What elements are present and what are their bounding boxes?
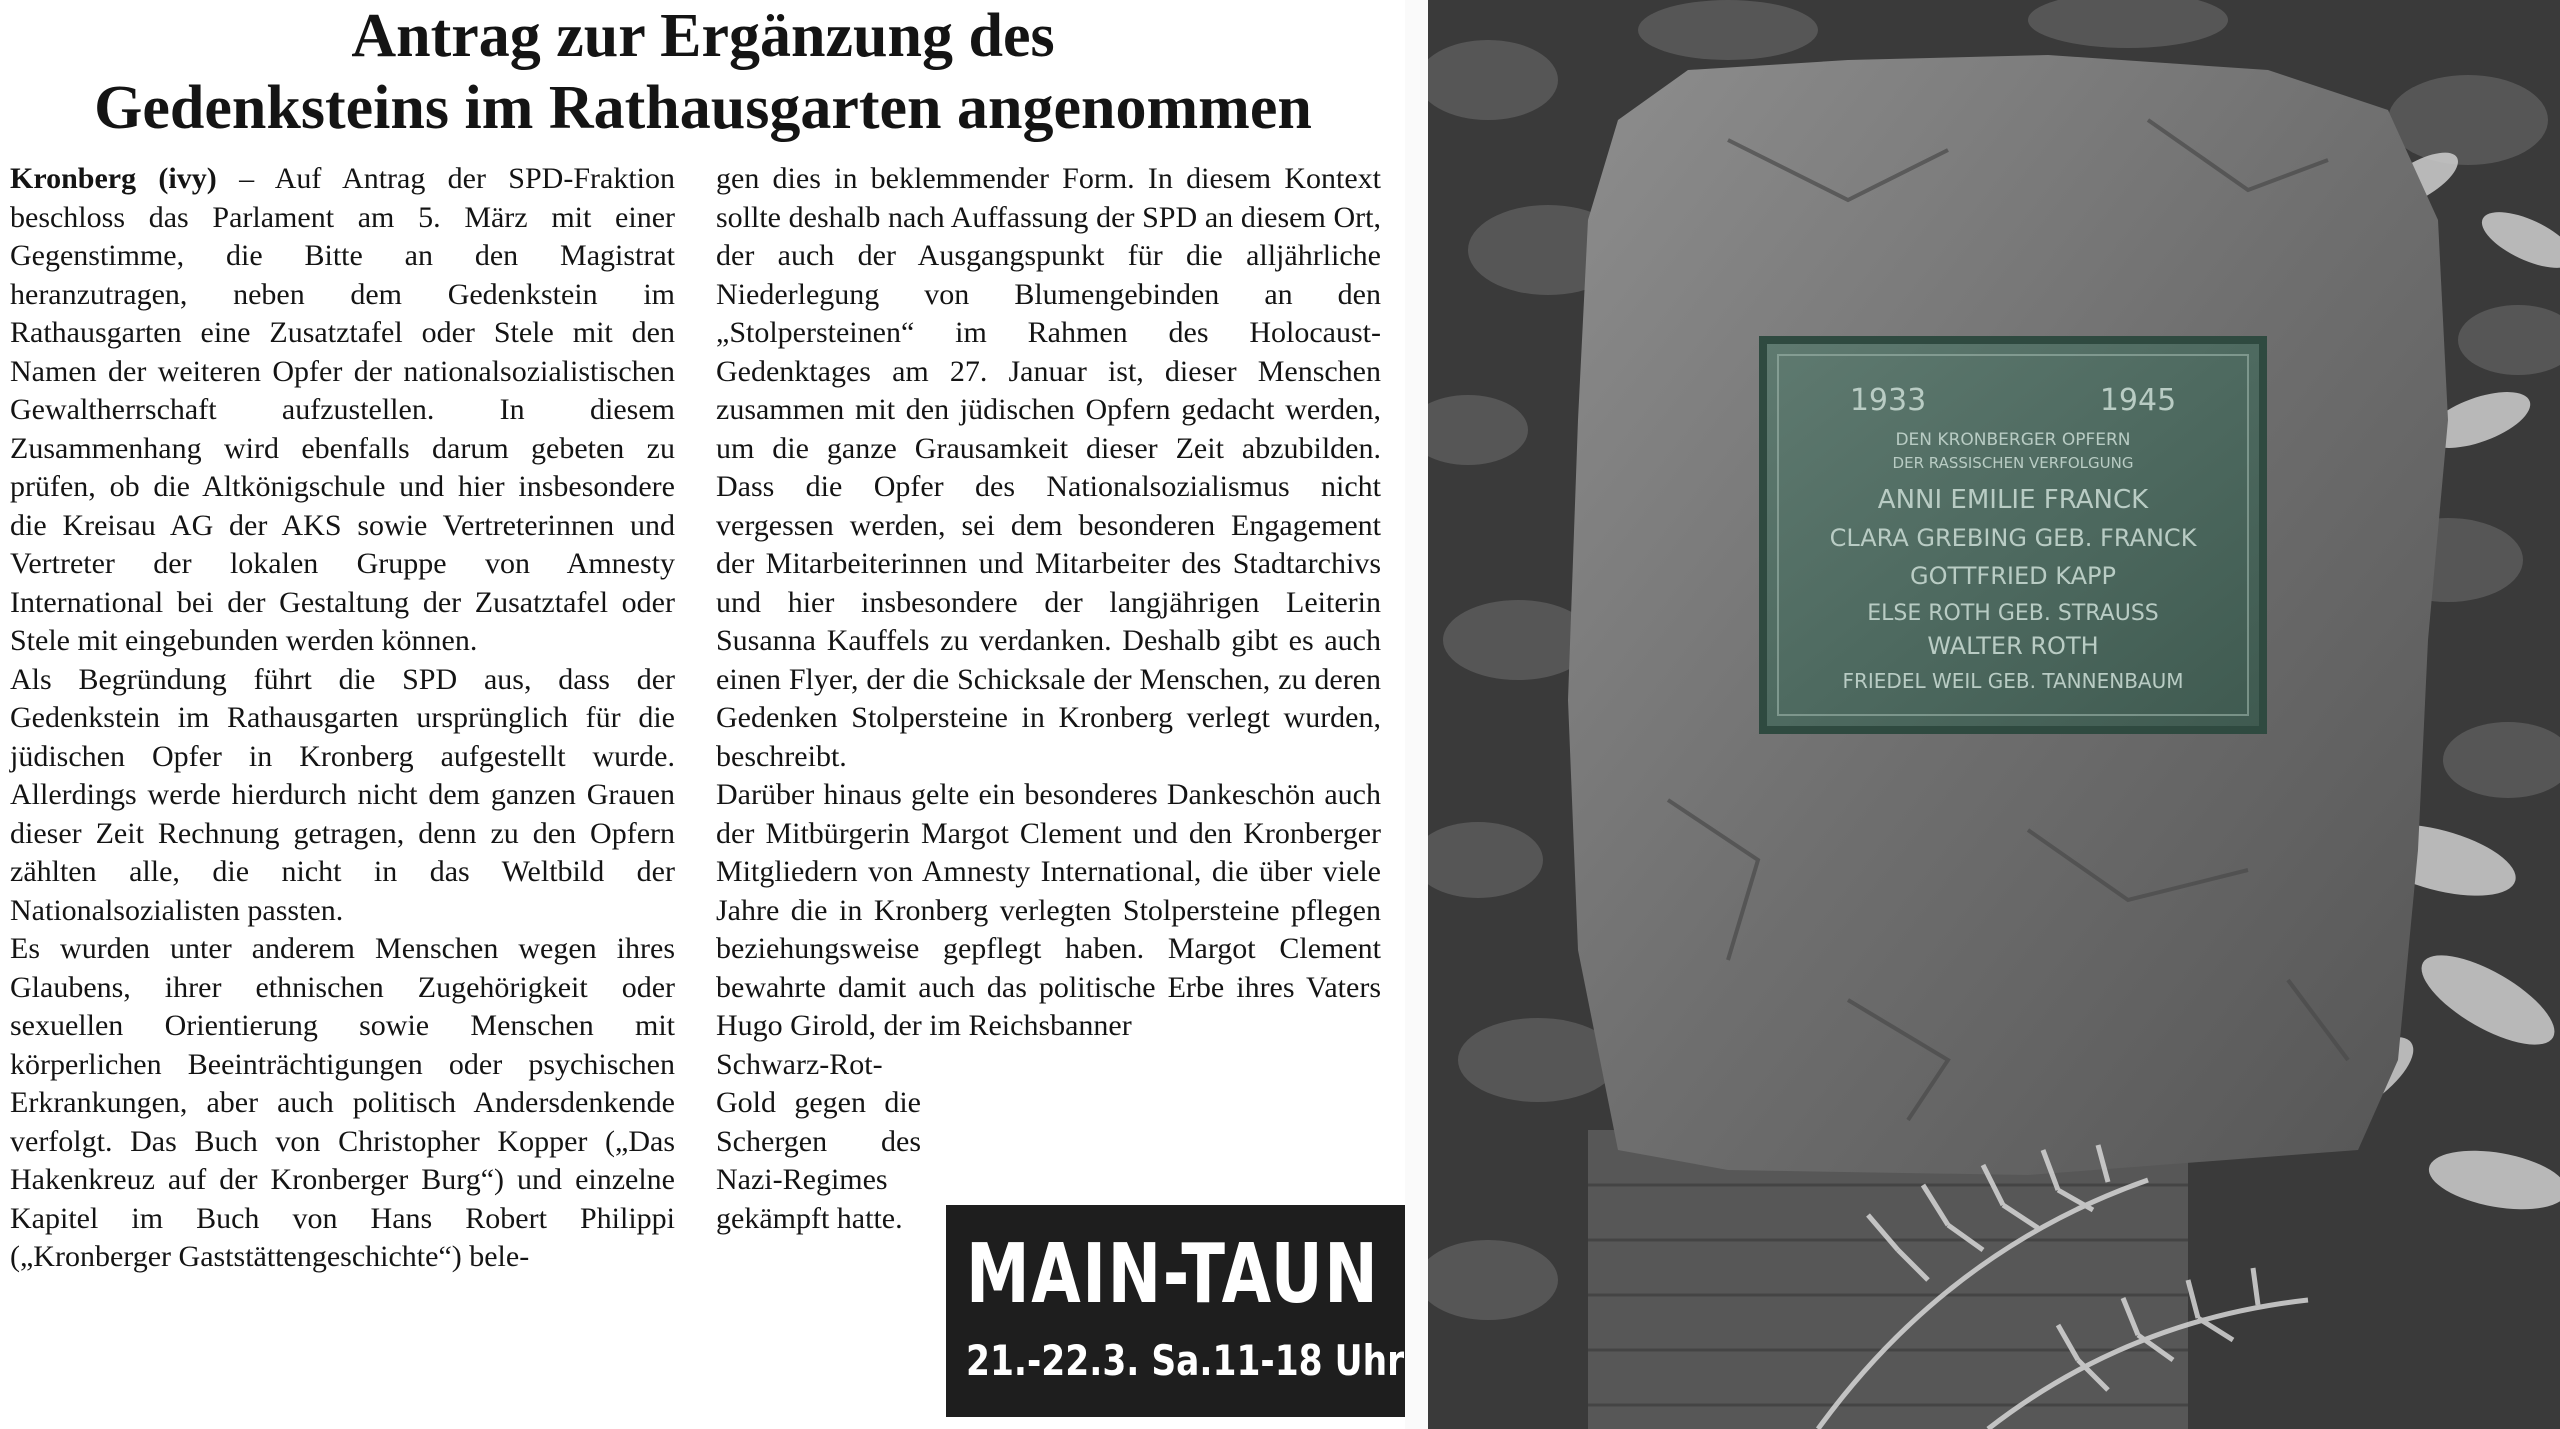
plaque-name-5: WALTER ROTH [1927,632,2099,660]
byline: Kronberg (ivy) [10,162,217,195]
headline-line-1: Antrag zur Ergänzung des [351,2,1055,70]
ad-dates: 21.-22.3. Sa.11-18 Uhr [966,1336,1405,1385]
brick-pedestal [1588,1130,2188,1429]
photo-illustration [1428,0,2560,1429]
event-ad-banner [946,1205,1405,1417]
plaque-name-3: GOTTFRIED KAPP [1910,562,2116,590]
plaque-dedication-2: DER RASSISCHEN VERFOLGUNG [1892,454,2134,472]
plaque-year-end: 1945 [2099,383,2177,418]
article-column-left [10,160,675,1277]
plaque-name-4: ELSE ROTH GEB. STRAUSS [1867,601,2159,626]
plaque-name-6: FRIEDEL WEIL GEB. TANNENBAUM [1842,669,2184,693]
paragraph: Als Begründung führt die SPD aus, dass der Gedenkstein im Rathausgarten ursprünglich für die jüdischen Opfer in Kronberg aufgestellt wurde. Allerdings werde hierdurch nicht dem ganzen Grauen dieser Zeit Rechnung getragen, denn zu den Opfern zählten alle, die nicht in das Weltbild der Nationalsozialisten passten. [10,662,675,927]
plaque-dedication-1: DEN KRONBERGER OPFERN [1895,430,2131,450]
plaque-year-start: 1933 [1849,383,1927,418]
article-headline [8,0,1398,144]
paragraph: Darüber hinaus gelte ein besonderes Dankeschön auch der Mitbürgerin Margot Clement und den Kronberger Mitgliedern von Amnesty International, die über viele Jahre die in Kronberg verlegten Stolpersteine pflegen beziehungsweise gepflegt haben. Margot Clement bewahrte damit auch das politische Erbe ihres Vaters Hugo Girold, der im Reichsbanner [716,778,1381,1042]
plaque-name-1: ANNI EMILIE FRANCK [1877,485,2149,515]
plaque-name-2: CLARA GREBING GEB. FRANCK [1829,524,2197,552]
memorial-stone-photo [1428,0,2560,1429]
headline-line-2: Gedenksteins im Rathausgarten angenommen [94,74,1312,142]
page-gutter [1405,0,1428,1429]
paragraph [10,160,675,661]
paragraph: Schwarz-Rot-Gold gegen die Schergen des Nazi-Regimes gekämpft hatte. [716,1047,921,1235]
paragraph: gen dies in beklemmender Form. In diesem Kontext sollte deshalb nach Auffassung der SPD an diesem Ort, der auch der Ausgangspunkt für die alljährliche Niederlegung von Blumengebinden an den „Stolpersteinen“ im Rahmen des Holocaust-Gedenktages am 27. Januar ist, dieser Menschen zusammen mit den jüdischen Opfern gedacht werden, um die ganze Grausamkeit dieser Zeit abzubilden. Dass die Opfer des Nationalsozialismus nicht vergessen werden, sei dem besonderen Engagement der Mitarbeiterinnen und Mitarbeiter des Stadtarchivs und hier insbesondere der langjährigen Leiterin Susanna Kauffels zu verdanken. Deshalb gibt es auch einen Flyer, der die Schicksale der Menschen, zu deren Gedenken Stolpersteine in Kronberg verlegt wurden, beschreibt. [716,162,1381,773]
paragraph: Es wurden unter anderem Menschen wegen ihres Glaubens, ihrer ethnischen Zugehörigkeit oder sexuellen Orientierung sowie Menschen mit körperlichen Beeinträchtigungen oder psychischen Erkrankungen, aber auch politisch Andersdenkende verfolgt. Das Buch von Christopher Kopper („Das Hakenkreuz auf der Kronberger Burg“) und einzelne Kapitel im Buch von Hans Robert Philippi („Kronberger Gaststättengeschichte“) bele- [10,932,675,1273]
ad-title: MAIN-TAUN [966,1227,1380,1322]
paragraph-text: – Auf Antrag der SPD-Fraktion beschloss das Parlament am 5. März mit einer Gegenstimme, die Bitte an den Magistrat heranzutragen, neben dem Gedenkstein im Rathausgarten eine Zusatztafel oder Stele mit den Namen der weiteren Opfer der nationalsozialistischen Gewaltherrschaft aufzustellen. In diesem Zusammenhang wird ebenfalls darum gebeten zu prüfen, ob die Altkönigschule und hier insbesondere die Kreisau AG der AKS sowie Vertreterinnen und Vertreter der lokalen Gruppe von Amnesty International bei der Gestaltung der Zusatztafel oder Stele mit eingebunden werden können. [10,162,675,657]
article-column-right [716,160,1381,1238]
